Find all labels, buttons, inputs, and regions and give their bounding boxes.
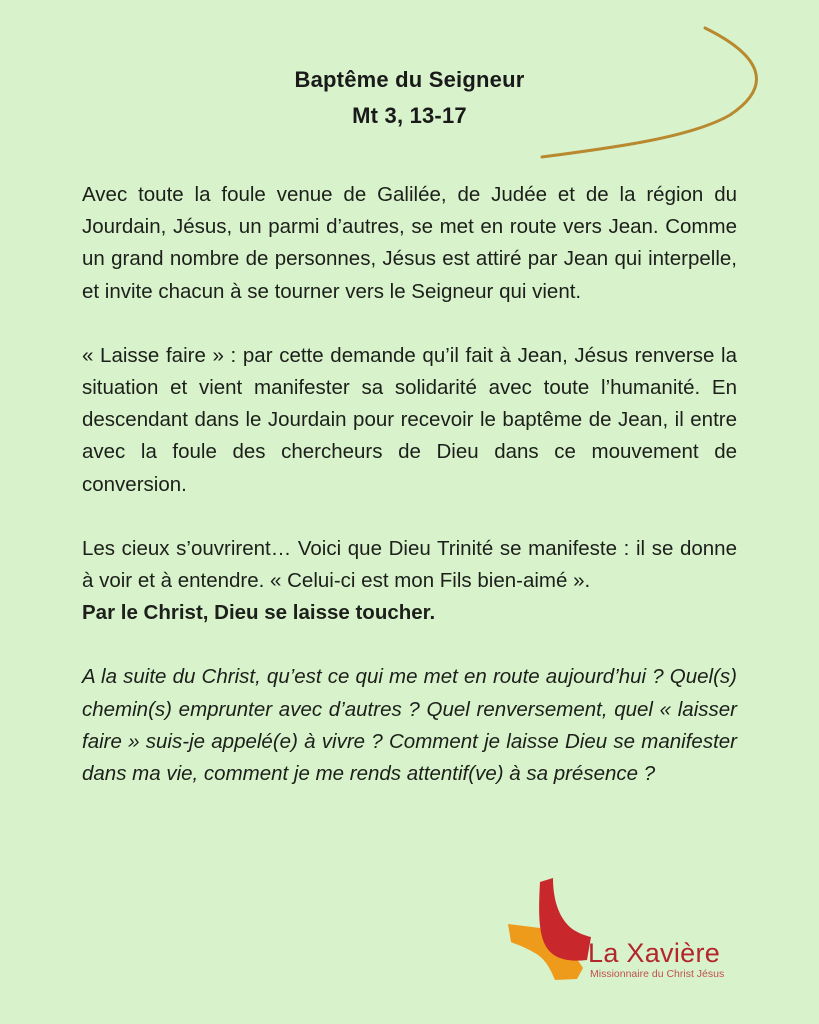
paragraph-3 — [82, 533, 737, 630]
decorative-arc-icon — [530, 20, 770, 170]
reflection-questions: A la suite du Christ, qu’est ce qui me met en route aujourd’hui ? Quel(s) chemin(s) emprunter avec d’autres ? Quel renversement, quel « laisser faire » suis-je appelé(e) à vivre ? Comment je laisse Dieu se manifester dans ma vie, comment je me rends attentif(ve) à sa présence ? — [82, 665, 737, 786]
paragraph-3-text: Les cieux s’ouvrirent… Voici que Dieu Trinité se manifeste : il se donne à voir et à entendre. « Celui-ci est mon Fils bien-aimé ». — [82, 536, 737, 593]
paragraph-2: « Laisse faire » : par cette demande qu’il fait à Jean, Jésus renverse la situation et vient manifester sa solidarité avec toute l’humanité. En descendant dans le Jourdain pour recevoir le baptême de Jean, il entre avec la foule des chercheurs de Dieu dans ce mouvement de conversion. — [82, 343, 737, 496]
logo-name: La Xavière — [588, 938, 721, 968]
logo-tagline: Missionnaire du Christ Jésus — [590, 968, 725, 980]
paragraph-1: Avec toute la foule venue de Galilée, de Judée et de la région du Jourdain, Jésus, un parmi d’autres, se met en route vers Jean. Comme un grand nombre de personnes, Jésus est attiré par Jean qui interpelle, et invite chacun à se tourner vers le Seigneur qui vient. — [82, 183, 737, 303]
page-title: Baptême du Seigneur — [294, 67, 525, 92]
paragraph-3-bold: Par le Christ, Dieu se laisse toucher. — [82, 601, 436, 625]
scripture-reference: Mt 3, 13-17 — [352, 103, 467, 128]
body-text — [82, 179, 737, 822]
